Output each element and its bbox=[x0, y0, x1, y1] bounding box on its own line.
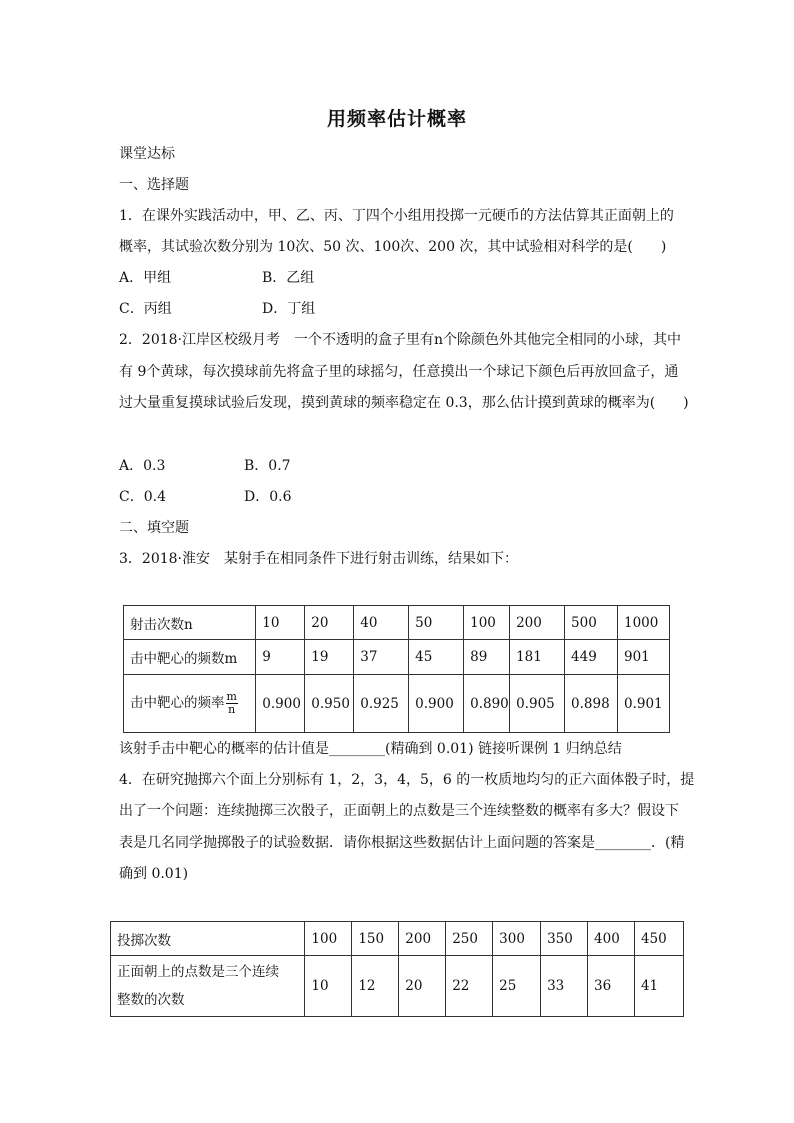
table-cell: 0.905 bbox=[510, 675, 565, 733]
fraction-m-over-n bbox=[226, 691, 238, 716]
table-cell: 20 bbox=[305, 606, 354, 640]
table-cell: 250 bbox=[446, 922, 493, 956]
table-cell: 20 bbox=[399, 956, 446, 1017]
table-cell: 41 bbox=[634, 956, 683, 1017]
table-cell: 350 bbox=[541, 922, 588, 956]
row-label bbox=[124, 675, 256, 733]
table-cell: 100 bbox=[464, 606, 510, 640]
q1-line2: 概率，其试验次数分别为 10次、50 次、100次、200 次，其中试验相对科学的是( ) bbox=[119, 239, 667, 255]
table-cell: 0.900 bbox=[409, 675, 464, 733]
row-label: 投掷次数 bbox=[111, 922, 305, 956]
part2-heading: 二、填空题 bbox=[119, 520, 189, 536]
q4-line3: 表是几名同学抛掷骰子的试验数据．请你根据这些数据估计上面问题的答案是________．(精 bbox=[119, 835, 685, 851]
table-cell: 10 bbox=[305, 956, 352, 1017]
q1-option-b: B．乙组 bbox=[262, 270, 315, 286]
q1-option-d: D．丁组 bbox=[262, 301, 316, 317]
row-label bbox=[111, 956, 305, 1017]
q2-line2: 有 9个黄球，每次摸球前先将盒子里的球摇匀，任意摸出一个球记下颜色后再放回盒子，通 bbox=[119, 364, 679, 380]
part1-heading: 一、选择题 bbox=[119, 177, 189, 193]
table-cell: 0.925 bbox=[354, 675, 409, 733]
table-cell: 22 bbox=[446, 956, 493, 1017]
table-cell: 0.898 bbox=[565, 675, 618, 733]
table-cell: 50 bbox=[409, 606, 464, 640]
table-cell: 200 bbox=[399, 922, 446, 956]
table-cell: 36 bbox=[588, 956, 635, 1017]
row-label-line2: 整数的次数 bbox=[117, 992, 185, 1008]
q1-line1: 1．在课外实践活动中，甲、乙、丙、丁四个小组用投掷一元硬币的方法估算其正面朝上的 bbox=[119, 208, 674, 224]
q2-line1: 2．2018·江岸区校级月考 一个不透明的盒子里有n个除颜色外其他完全相同的小球，其中 bbox=[119, 332, 682, 348]
shooting-row-n bbox=[124, 606, 670, 640]
table-cell: 19 bbox=[305, 640, 354, 675]
fraction-denominator: n bbox=[228, 703, 236, 716]
freq-label-text: 击中靶心的频率 bbox=[130, 695, 225, 711]
table-cell: 37 bbox=[354, 640, 409, 675]
table-cell: 901 bbox=[617, 640, 669, 675]
shooting-row-freq bbox=[124, 675, 670, 733]
table-cell: 150 bbox=[352, 922, 399, 956]
table-cell: 181 bbox=[510, 640, 565, 675]
dice-row-counts bbox=[111, 956, 684, 1017]
section-heading: 课堂达标 bbox=[119, 146, 175, 162]
table-cell: 500 bbox=[565, 606, 618, 640]
table-cell: 0.950 bbox=[305, 675, 354, 733]
table-cell: 10 bbox=[256, 606, 305, 640]
table-cell: 12 bbox=[352, 956, 399, 1017]
q2-option-b: B．0.7 bbox=[244, 458, 291, 474]
dice-table bbox=[110, 921, 684, 1017]
table-cell: 0.900 bbox=[256, 675, 305, 733]
table-cell: 40 bbox=[354, 606, 409, 640]
dice-row-throws bbox=[111, 922, 684, 956]
q4-line1: 4．在研究抛掷六个面上分别标有 1，2，3，4，5，6 的一枚质地均匀的正六面体骰子时，提 bbox=[119, 772, 695, 788]
q1-option-c: C．丙组 bbox=[119, 301, 172, 317]
shooting-table bbox=[123, 605, 670, 733]
table-cell: 449 bbox=[565, 640, 618, 675]
q2-line3: 过大量重复摸球试验后发现，摸到黄球的频率稳定在 0.3，那么估计摸到黄球的概率为( ) bbox=[119, 395, 689, 411]
table-cell: 0.901 bbox=[617, 675, 669, 733]
table-cell: 450 bbox=[634, 922, 683, 956]
page-title: 用频率估计概率 bbox=[326, 108, 467, 130]
fraction-numerator: m bbox=[226, 690, 237, 703]
row-label: 击中靶心的频数m bbox=[124, 640, 256, 675]
q4-line4: 确到 0.01) bbox=[119, 866, 189, 882]
table-cell: 100 bbox=[305, 922, 352, 956]
q2-option-a: A．0.3 bbox=[119, 458, 166, 474]
q2-option-d: D．0.6 bbox=[244, 489, 292, 505]
table-cell: 0.890 bbox=[464, 675, 510, 733]
shooting-row-m bbox=[124, 640, 670, 675]
row-label-line1: 正面朝上的点数是三个连续 bbox=[117, 964, 279, 980]
table-cell: 9 bbox=[256, 640, 305, 675]
q2-option-c: C．0.4 bbox=[119, 489, 166, 505]
table-cell: 400 bbox=[588, 922, 635, 956]
table-cell: 89 bbox=[464, 640, 510, 675]
table-cell: 300 bbox=[493, 922, 541, 956]
row-label: 射击次数n bbox=[124, 606, 256, 640]
q1-option-a: A．甲组 bbox=[119, 270, 172, 286]
q3-line1: 3．2018·淮安 某射手在相同条件下进行射击训练，结果如下： bbox=[119, 551, 518, 567]
q3-answer-line: 该射手击中靶心的概率的估计值是________(精确到 0.01) 链接听课例 1 归纳总结 bbox=[119, 741, 622, 757]
table-cell: 45 bbox=[409, 640, 464, 675]
table-cell: 1000 bbox=[617, 606, 669, 640]
table-cell: 25 bbox=[493, 956, 541, 1017]
table-cell: 33 bbox=[541, 956, 588, 1017]
table-cell: 200 bbox=[510, 606, 565, 640]
q4-line2: 出了一个问题：连续抛掷三次骰子，正面朝上的点数是三个连续整数的概率有多大？假设下 bbox=[119, 803, 679, 819]
